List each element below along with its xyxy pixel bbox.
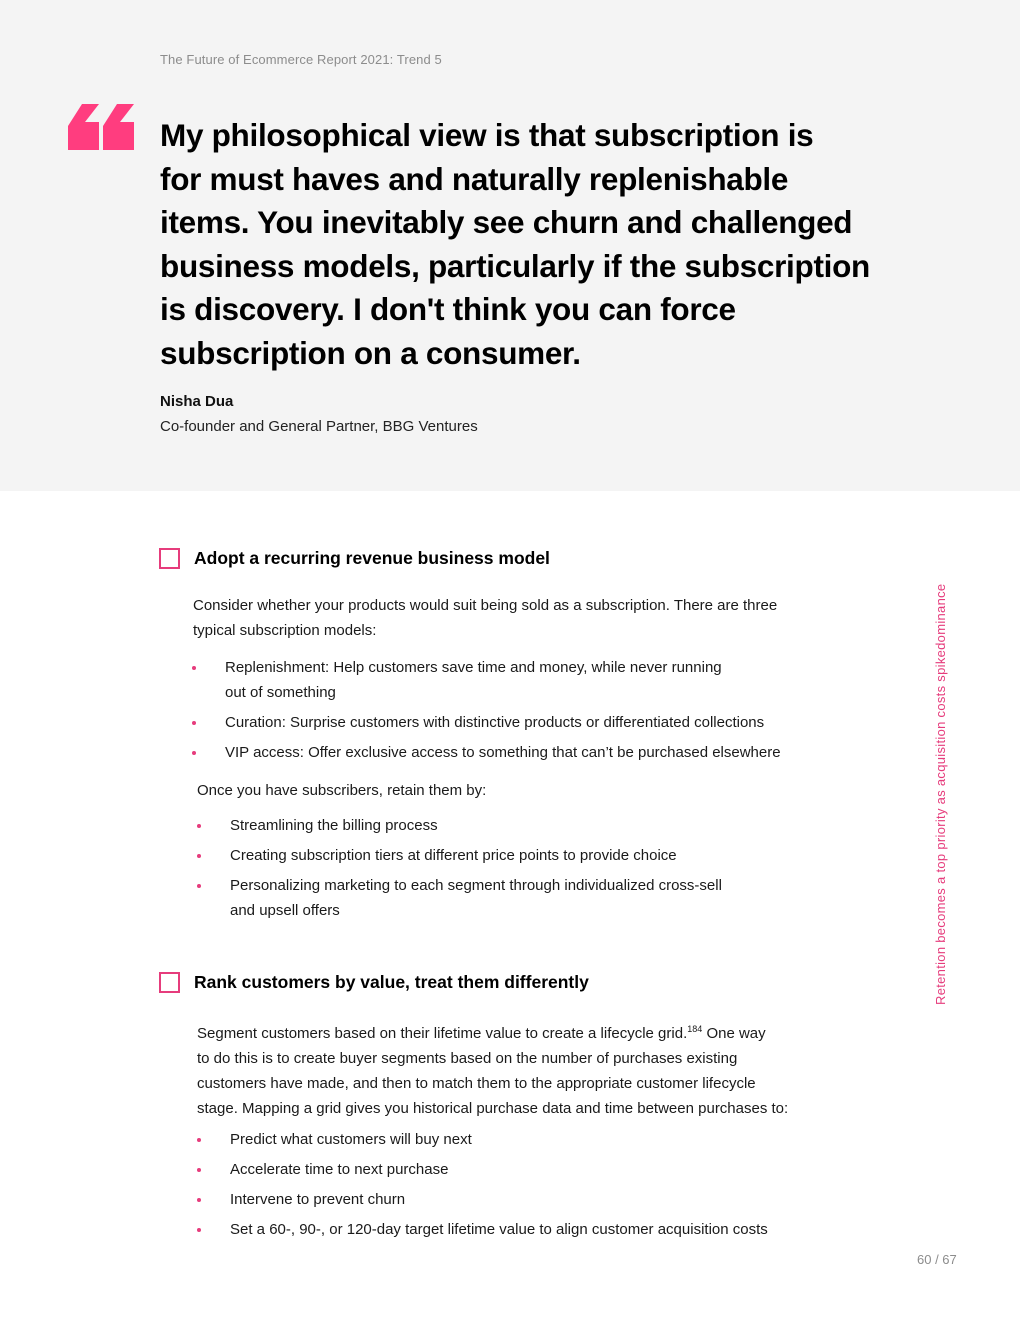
paragraph-text: One way	[702, 1025, 766, 1042]
list-item-line: Set a 60-, 90-, or 120-day target lifetime value to align customer acquisition costs	[230, 1221, 768, 1238]
pull-quote	[160, 114, 910, 375]
list-item-line: Replenishment: Help customers save time and money, while never running	[225, 659, 722, 676]
list-item	[197, 873, 877, 923]
paragraph-line	[197, 1017, 788, 1046]
bullet-icon	[197, 884, 201, 888]
list-item	[197, 813, 877, 838]
list-item-line: out of something	[225, 684, 336, 701]
checkbox-icon	[159, 548, 180, 569]
bullet-icon	[197, 1198, 201, 1202]
list-item	[192, 710, 872, 735]
quote-line: is discovery. I don't think you can force	[160, 291, 736, 327]
quote-mark-icon	[68, 104, 134, 150]
list-item-line: Personalizing marketing to each segment through individualized cross-sell	[230, 877, 722, 894]
retain-intro: Once you have subscribers, retain them by:	[197, 782, 487, 799]
list-item	[197, 1217, 887, 1242]
page-number: 60 / 67	[917, 1252, 957, 1267]
section-heading-recurring-revenue	[159, 548, 550, 569]
list-item	[197, 1187, 887, 1212]
bullet-icon	[197, 824, 201, 828]
paragraph-line: to do this is to create buyer segments based on the number of purchases existing	[197, 1050, 738, 1067]
bullet-icon	[192, 751, 196, 755]
section-heading-text: Rank customers by value, treat them differently	[194, 972, 589, 992]
list-item-line: Curation: Surprise customers with distinctive products or differentiated collections	[225, 714, 765, 731]
running-header: The Future of Ecommerce Report 2021: Trend 5	[160, 52, 442, 67]
paragraph-line: typical subscription models:	[193, 622, 377, 639]
list-item	[197, 1127, 887, 1152]
section-heading-text: Adopt a recurring revenue business model	[194, 548, 550, 568]
quote-line: for must haves and naturally replenishable	[160, 160, 789, 197]
section2-paragraph	[197, 1017, 788, 1121]
list-item-line: and upsell offers	[230, 902, 340, 919]
section-heading-rank-customers	[159, 972, 589, 993]
list-item	[197, 843, 877, 868]
list-item-line: Accelerate time to next purchase	[230, 1161, 449, 1178]
quote-line: items. You inevitably see churn and challenged	[160, 204, 853, 240]
list-item-line: Streamlining the billing process	[230, 817, 438, 834]
bullet-icon	[197, 1228, 201, 1232]
quote-line: My philosophical view is that subscription is	[160, 117, 814, 153]
footnote-ref: 184	[687, 1024, 703, 1034]
paragraph-text: Segment customers based on their lifetime value to create a lifecycle grid.	[197, 1025, 688, 1042]
bullet-icon	[197, 1138, 201, 1142]
bullet-icon	[197, 854, 201, 858]
quote-author: Nisha Dua	[160, 393, 234, 410]
lifecycle-grid-uses-list	[197, 1127, 887, 1247]
quote-panel	[0, 0, 1020, 491]
list-item-line: Creating subscription tiers at different price points to provide choice	[230, 847, 677, 864]
list-item	[197, 1157, 887, 1182]
list-item-line: Intervene to prevent churn	[230, 1191, 406, 1208]
list-item	[192, 740, 872, 765]
bullet-icon	[192, 721, 196, 725]
paragraph-line: stage. Mapping a grid gives you historical purchase data and time between purchases to:	[197, 1100, 789, 1117]
quote-line: business models, particularly if the subscription	[160, 247, 870, 284]
bullet-icon	[197, 1168, 201, 1172]
quote-line: subscription on a consumer.	[160, 334, 581, 371]
retention-list	[197, 813, 877, 928]
list-item-line: Predict what customers will buy next	[230, 1131, 472, 1148]
section1-intro	[193, 593, 777, 643]
paragraph-line: customers have made, and then to match them to the appropriate customer lifecycle	[197, 1075, 756, 1092]
checkbox-icon	[159, 972, 180, 993]
chapter-sidebar-label: Retention becomes a top priority as acquisition costs spikedominance	[933, 583, 948, 1005]
quote-author-role: Co-founder and General Partner, BBG Ventures	[160, 418, 478, 435]
bullet-icon	[192, 666, 196, 670]
list-item-line: VIP access: Offer exclusive access to something that can’t be purchased elsewhere	[225, 744, 781, 761]
subscription-models-list	[192, 655, 872, 770]
paragraph-line: Consider whether your products would suit being sold as a subscription. There are three	[193, 597, 778, 614]
list-item	[192, 655, 872, 705]
